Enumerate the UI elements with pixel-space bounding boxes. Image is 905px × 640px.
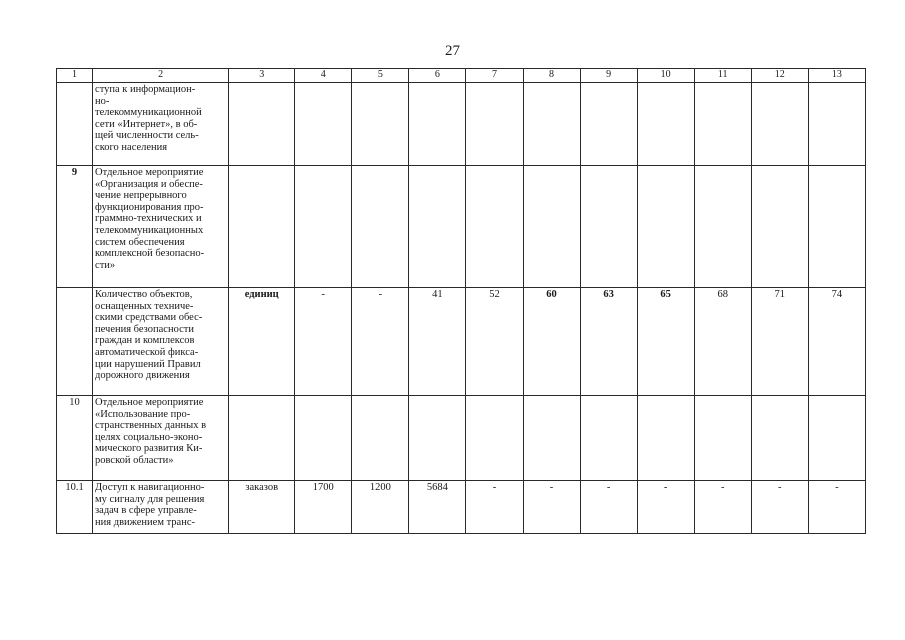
description-line: Количество объектов, bbox=[95, 289, 193, 300]
row-description-cell bbox=[93, 166, 229, 288]
value-cell bbox=[580, 83, 637, 166]
description-line: печения безопасности bbox=[95, 323, 194, 335]
value-cell bbox=[295, 396, 352, 481]
description-line: мического развития Ки- bbox=[95, 443, 203, 455]
description-line: му сигналу для решения bbox=[95, 493, 205, 505]
column-header: 2 bbox=[93, 69, 229, 83]
row-description-cell bbox=[93, 83, 229, 166]
indicators-table bbox=[56, 68, 866, 534]
value-cell: 1200 bbox=[352, 481, 409, 534]
description-line: сети «Интернет», в об- bbox=[95, 118, 198, 130]
column-header: 4 bbox=[295, 69, 352, 83]
value-cell: - bbox=[295, 288, 352, 396]
row-number-cell: 9 bbox=[57, 166, 93, 288]
value-cell: - bbox=[637, 481, 694, 534]
value-cell bbox=[352, 166, 409, 288]
description-line: телекоммуникационной bbox=[95, 107, 202, 119]
value-cell bbox=[637, 83, 694, 166]
value-cell: - bbox=[580, 481, 637, 534]
description-line: граммно-технических и bbox=[95, 213, 202, 225]
column-header: 1 bbox=[57, 69, 93, 83]
description-line: ступа к информацион- bbox=[95, 84, 196, 95]
description-line: чение непрерывного bbox=[95, 190, 187, 202]
description-line: телекоммуникационных bbox=[95, 224, 204, 236]
description-line: сти» bbox=[95, 259, 116, 271]
value-cell: - bbox=[352, 288, 409, 396]
column-header: 10 bbox=[637, 69, 694, 83]
value-cell bbox=[409, 166, 466, 288]
value-cell: 60 bbox=[523, 288, 580, 396]
unit-cell: единиц bbox=[229, 288, 295, 396]
row-description-cell bbox=[93, 288, 229, 396]
description-line: Отдельное мероприятие bbox=[95, 397, 204, 408]
unit-cell bbox=[229, 83, 295, 166]
description-line: граждан и комплексов bbox=[95, 335, 195, 347]
value-cell bbox=[523, 166, 580, 288]
value-cell: - bbox=[466, 481, 523, 534]
row-number-cell: 10.1 bbox=[57, 481, 93, 534]
value-cell bbox=[352, 396, 409, 481]
value-cell bbox=[466, 396, 523, 481]
value-cell bbox=[466, 83, 523, 166]
row-description-cell bbox=[93, 396, 229, 481]
description-line: дорожного движения bbox=[95, 370, 190, 382]
row-number-cell: 10 bbox=[57, 396, 93, 481]
description-line: скими средствами обес- bbox=[95, 312, 203, 324]
unit-cell: заказов bbox=[229, 481, 295, 534]
description-line: ского населения bbox=[95, 141, 168, 153]
value-cell: - bbox=[808, 481, 865, 534]
value-cell: 1700 bbox=[295, 481, 352, 534]
value-cell bbox=[808, 396, 865, 481]
column-header: 11 bbox=[694, 69, 751, 83]
value-cell bbox=[694, 396, 751, 481]
value-cell bbox=[751, 166, 808, 288]
description-line: ния движением транс- bbox=[95, 516, 195, 528]
value-cell: 5684 bbox=[409, 481, 466, 534]
description-line: систем обеспечения bbox=[95, 236, 185, 248]
description-line: оснащенных техниче- bbox=[95, 300, 194, 312]
row-description-cell bbox=[93, 481, 229, 534]
column-header: 13 bbox=[808, 69, 865, 83]
value-cell: 52 bbox=[466, 288, 523, 396]
column-number-header-row bbox=[57, 69, 866, 83]
description-line: задач в сфере управле- bbox=[95, 505, 197, 517]
value-cell bbox=[523, 83, 580, 166]
value-cell: 68 bbox=[694, 288, 751, 396]
value-cell bbox=[751, 83, 808, 166]
page-number: 27 bbox=[445, 43, 460, 59]
table-row bbox=[57, 83, 866, 166]
value-cell bbox=[466, 166, 523, 288]
column-header: 6 bbox=[409, 69, 466, 83]
unit-cell bbox=[229, 166, 295, 288]
column-header: 12 bbox=[751, 69, 808, 83]
description-line: щей численности сель- bbox=[95, 130, 199, 142]
column-header: 3 bbox=[229, 69, 295, 83]
value-cell: 71 bbox=[751, 288, 808, 396]
value-cell bbox=[580, 396, 637, 481]
column-header: 8 bbox=[523, 69, 580, 83]
column-header: 5 bbox=[352, 69, 409, 83]
row-number-cell bbox=[57, 288, 93, 396]
description-line: «Организация и обеспе- bbox=[95, 178, 203, 190]
description-line: но- bbox=[95, 95, 110, 107]
value-cell bbox=[295, 83, 352, 166]
unit-cell bbox=[229, 396, 295, 481]
description-line: странственных данных в bbox=[95, 420, 207, 432]
value-cell bbox=[409, 83, 466, 166]
description-line: комплексной безопасно- bbox=[95, 248, 205, 260]
description-line: Доступ к навигационно- bbox=[95, 482, 205, 493]
value-cell bbox=[295, 166, 352, 288]
value-cell: 65 bbox=[637, 288, 694, 396]
value-cell bbox=[409, 396, 466, 481]
description-line: функционирования про- bbox=[95, 201, 204, 213]
column-header: 7 bbox=[466, 69, 523, 83]
value-cell: - bbox=[751, 481, 808, 534]
description-line: «Использование про- bbox=[95, 408, 191, 420]
table-row bbox=[57, 166, 866, 288]
description-line: целях социально-эконо- bbox=[95, 431, 203, 443]
value-cell: 41 bbox=[409, 288, 466, 396]
row-number-cell bbox=[57, 83, 93, 166]
table-row bbox=[57, 288, 866, 396]
value-cell bbox=[637, 396, 694, 481]
value-cell: 63 bbox=[580, 288, 637, 396]
value-cell bbox=[694, 83, 751, 166]
table-row bbox=[57, 396, 866, 481]
value-cell bbox=[808, 83, 865, 166]
description-line: ции нарушений Правил bbox=[95, 358, 201, 370]
table-row bbox=[57, 481, 866, 534]
description-line: ровской области» bbox=[95, 454, 174, 466]
column-header: 9 bbox=[580, 69, 637, 83]
value-cell bbox=[808, 166, 865, 288]
value-cell bbox=[751, 396, 808, 481]
value-cell bbox=[352, 83, 409, 166]
description-line: Отдельное мероприятие bbox=[95, 167, 204, 178]
value-cell bbox=[523, 396, 580, 481]
value-cell bbox=[580, 166, 637, 288]
value-cell: 74 bbox=[808, 288, 865, 396]
value-cell bbox=[694, 166, 751, 288]
value-cell: - bbox=[694, 481, 751, 534]
value-cell: - bbox=[523, 481, 580, 534]
description-line: автоматической фикса- bbox=[95, 346, 199, 358]
value-cell bbox=[637, 166, 694, 288]
